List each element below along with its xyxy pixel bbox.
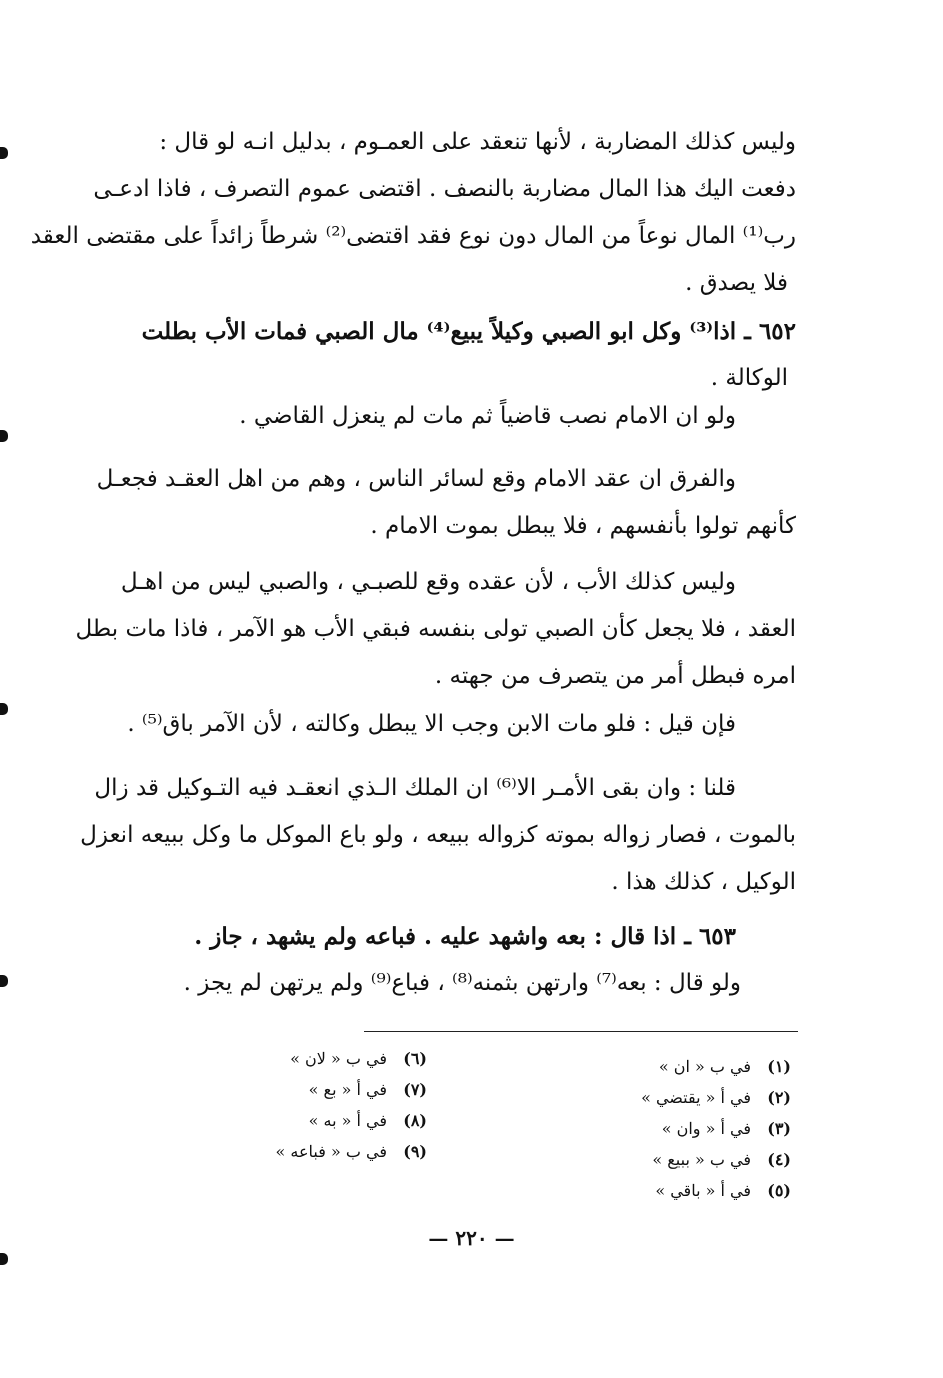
footnote-text: في ب « ببيع » (652, 1150, 751, 1169)
paragraph-4 (96, 456, 796, 550)
scan-edge-mark (0, 975, 8, 987)
scan-edge-mark (0, 703, 8, 715)
text-line: ٦٥٣ ـ اذا قال : بعه واشهد عليه . فباعه ولم يشهد ، جاز . (194, 923, 736, 950)
footnote-text: في ب « فباعه » (275, 1142, 387, 1161)
footnote-number: (٤) (767, 1150, 791, 1169)
paragraph-3 (108, 393, 796, 440)
paragraph-5 (75, 559, 796, 700)
scan-edge-mark (0, 1253, 8, 1265)
text-line: الوكيل ، كذلك هذا . (611, 869, 796, 895)
footnote-item (591, 1051, 791, 1082)
footnotes-left (257, 1043, 427, 1167)
footnote-number: (٩) (403, 1142, 427, 1161)
footnote-item (591, 1144, 791, 1175)
footnote-text: في أ « بع » (308, 1080, 387, 1099)
text-line: العقد ، فلا يجعل كأن الصبي تولى بنفسه فبقي الأب هو الآمر ، فاذا مات بطل (75, 616, 796, 642)
text-line: فإن قيل : فلو مات الابن وجب الا يبطل وكالته ، لأن الآمر باق⁽⁵⁾ . (127, 711, 736, 737)
footnote-number: (٦) (403, 1049, 427, 1068)
footnote-text: في أ « باقي » (655, 1181, 751, 1200)
footnote-number: (٨) (403, 1111, 427, 1130)
text-line: قلنا : وان بقى الأمـر الا⁽⁶⁾ ان الملك الـذي انعقـد فيه التـوكيل قد زال (94, 775, 736, 801)
footnote-number: (٧) (403, 1080, 427, 1099)
text-line: والفرق ان عقد الامام وقع لسائر الناس ، وهم من اهل العقـد فجعـل (96, 466, 736, 492)
text-line: بالموت ، فصار زواله بموته كزواله ببيعه ، ولو باع الموكل ما وكل ببيعه انعزل (80, 822, 796, 848)
footnote-item (591, 1082, 791, 1113)
footnote-item (257, 1136, 427, 1167)
text-line: وليس كذلك الأب ، لأن عقده وقع للصبـي ، والصبي ليس من اهـل (120, 569, 736, 595)
text-line: وليس كذلك المضاربة ، لأنها تنعقد على العمـوم ، بدليل انـه لو قال : (159, 129, 796, 155)
paragraph-6 (108, 701, 796, 748)
footnote-item (257, 1043, 427, 1074)
scan-edge-mark (0, 430, 8, 442)
footnote-text: في أ « يقتضي » (641, 1088, 751, 1107)
footnote-number: (١) (767, 1057, 791, 1076)
footnote-item (591, 1175, 791, 1206)
footnote-item (257, 1074, 427, 1105)
text-line: ولو ان الامام نصب قاضياً ثم مات لم ينعزل القاضي . (239, 403, 736, 429)
footnote-text: في ب « ان » (658, 1057, 751, 1076)
paragraph-652 (108, 308, 796, 402)
text-line: ولو قال : بعه⁽⁷⁾ وارتهن بثمنه⁽⁸⁾ ، فباع⁽⁹⁾ ولم يرتهن لم يجز . (183, 970, 741, 996)
text-line: امره فبطل أمر من يتصرف من جهته . (434, 663, 796, 689)
text-line: رب⁽¹⁾ المال نوعاً من المال دون نوع فقد اقتضى⁽²⁾ شرطاً زائداً على مقتضى العقد (30, 223, 796, 249)
text-line: كأنهم تولوا بأنفسهم ، فلا يبطل بموت الامام . (370, 513, 796, 539)
footnote-text: في أ « وان » (661, 1119, 751, 1138)
paragraph-1 (30, 119, 796, 307)
footnote-number: (٣) (767, 1119, 791, 1138)
text-line: الوكالة . (710, 365, 788, 391)
paragraph-7 (80, 765, 796, 906)
footnotes-right (591, 1051, 791, 1206)
footnote-number: (٥) (767, 1181, 791, 1200)
text-line: دفعت اليك هذا المال مضاربة بالنصف . اقتضى عموم التصرف ، فاذا ادعـى (93, 176, 796, 202)
footnote-text: في ب « لان » (290, 1049, 387, 1068)
paragraph-653 (108, 913, 796, 1007)
page-number: — ٢٢٠ — (428, 1226, 515, 1250)
footnote-text: في أ « به » (308, 1111, 387, 1130)
text-line: فلا يصدق . (685, 270, 788, 296)
text-line: ٦٥٢ ـ اذا⁽³⁾ وكل ابو الصبي وكيلاً يبيع⁽⁴⁾ مال الصبي فمات الأب بطلت (141, 318, 796, 345)
footnote-number: (٢) (767, 1088, 791, 1107)
scan-edge-mark (0, 147, 8, 159)
footnote-item (257, 1105, 427, 1136)
footnote-rule (364, 1031, 798, 1032)
footnote-item (591, 1113, 791, 1144)
